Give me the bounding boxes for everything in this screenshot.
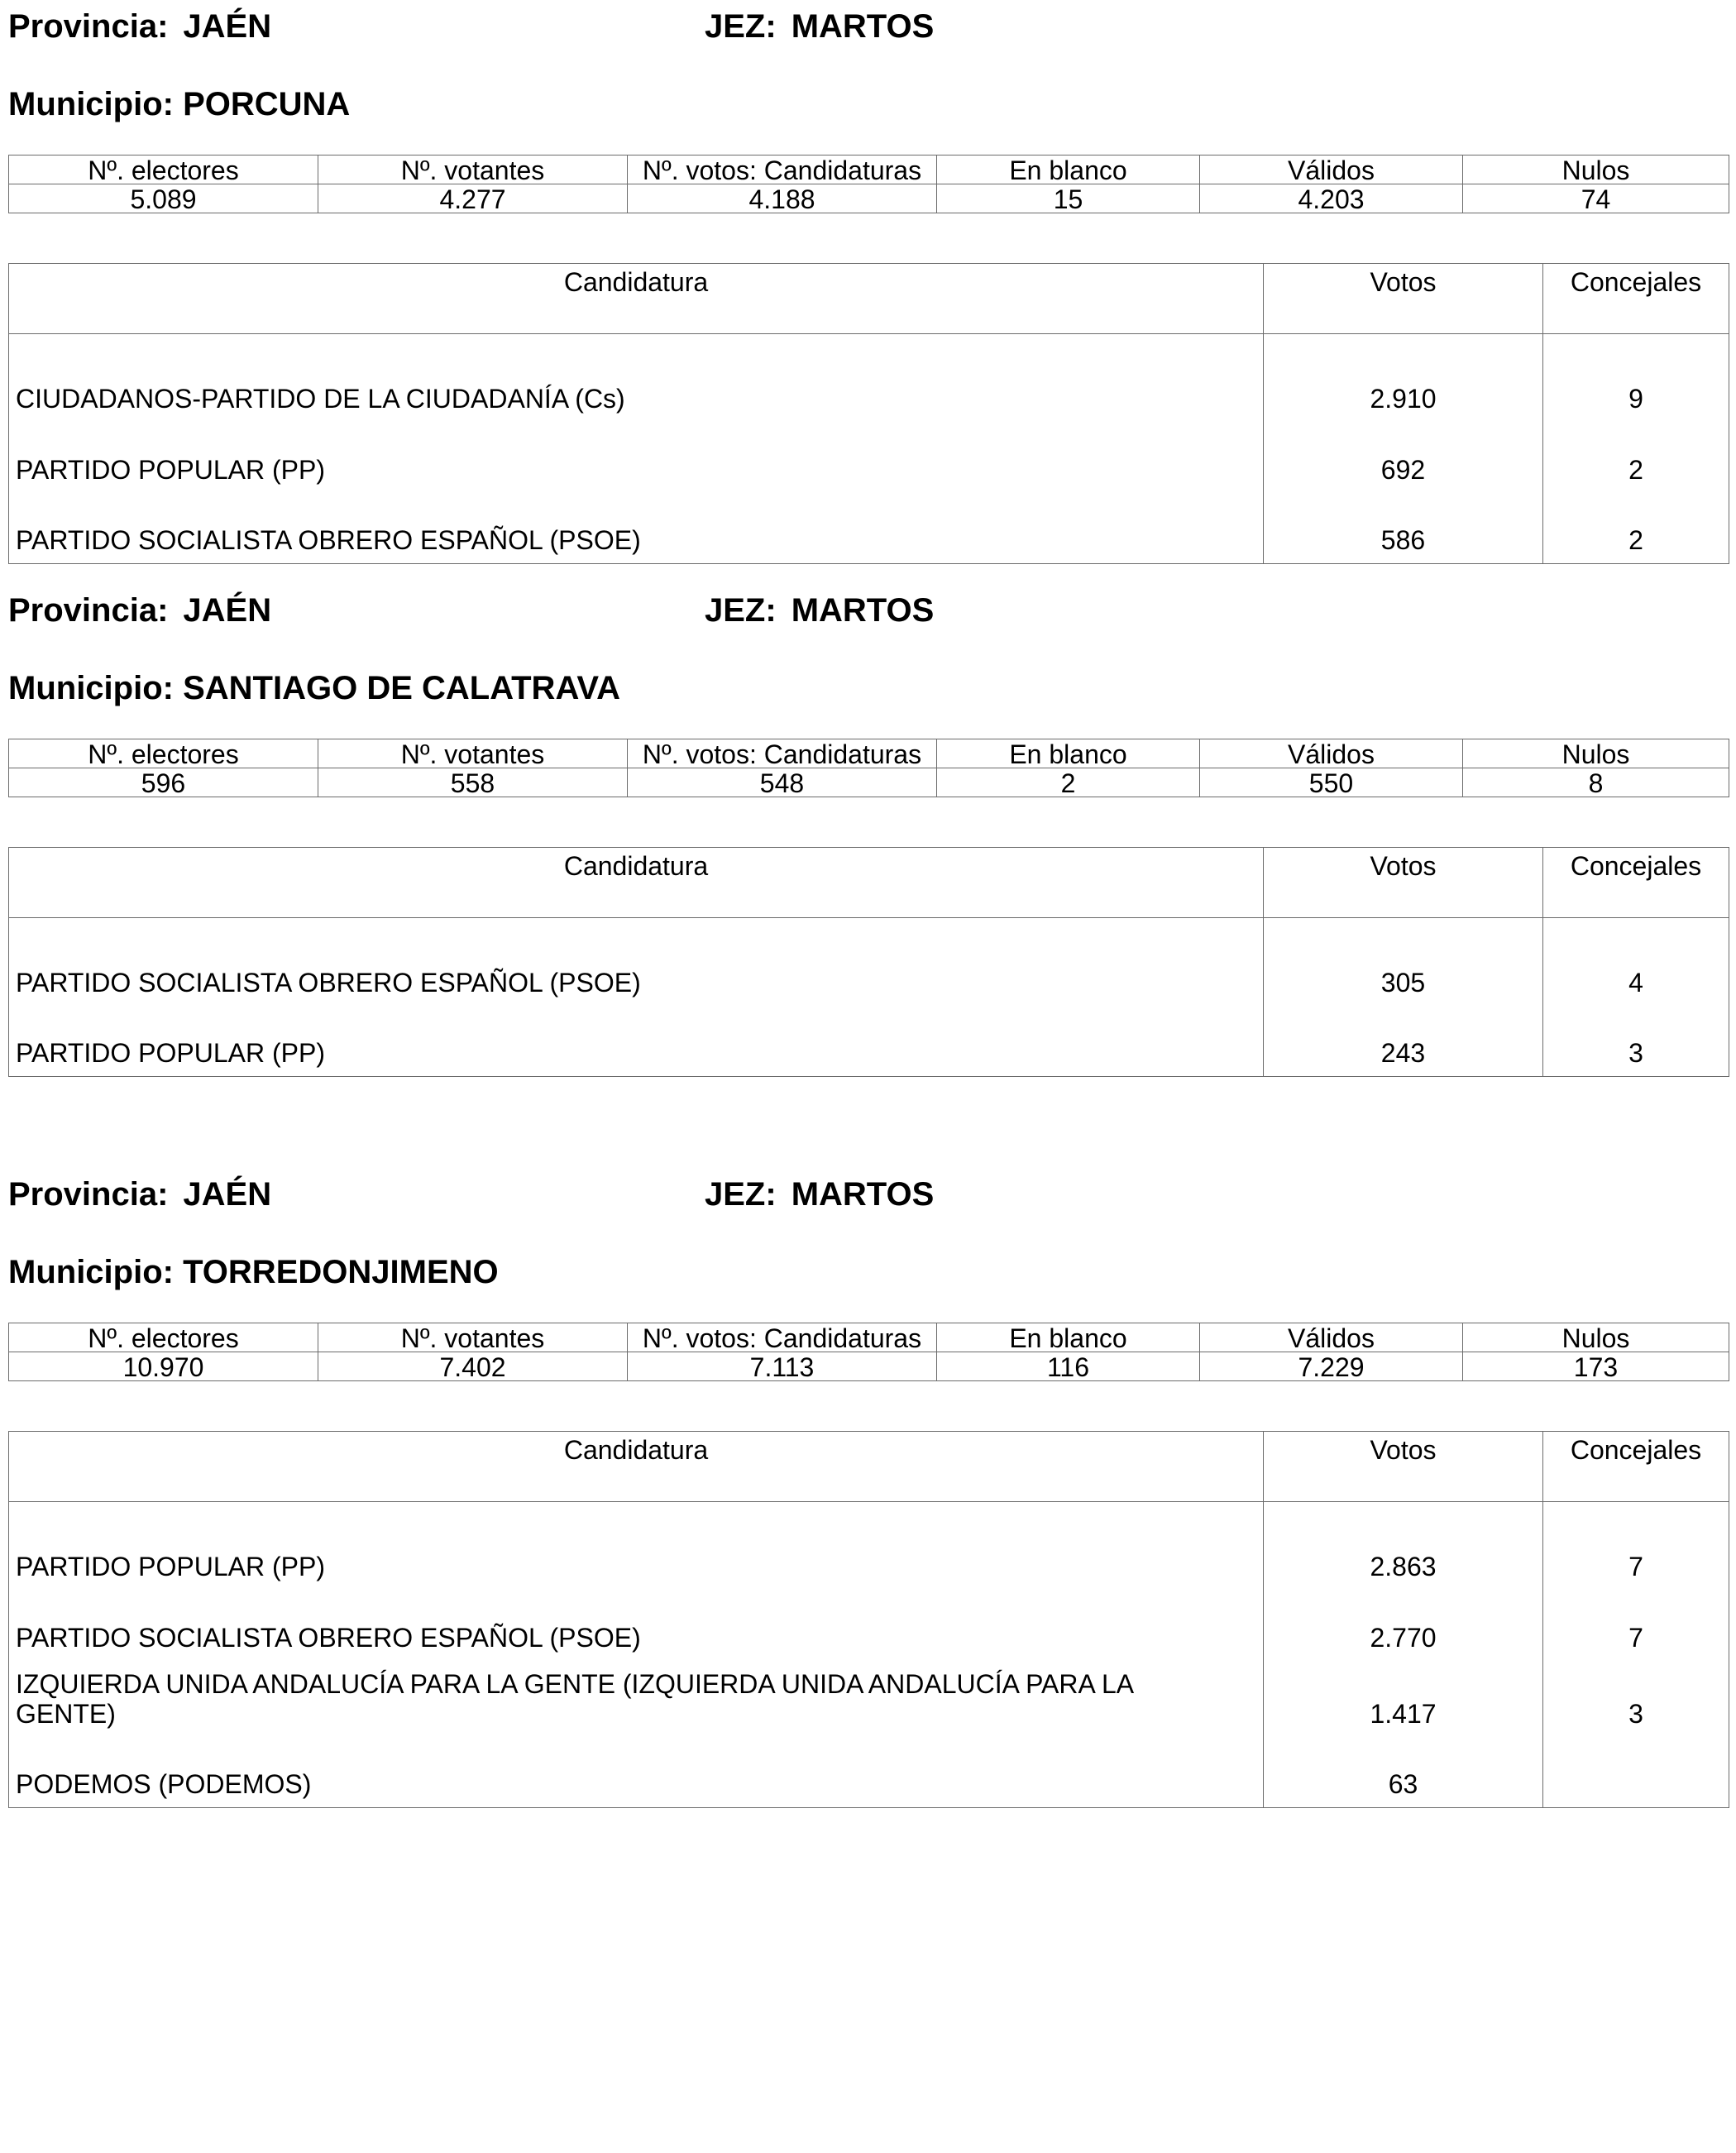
summary-header-cell: Nulos <box>1463 155 1729 184</box>
summary-header-cell: Nº. electores <box>9 155 318 184</box>
summary-header-cell: Nº. votos: Candidaturas <box>628 155 937 184</box>
candidate-row <box>9 1737 1729 1808</box>
candidate-name: PODEMOS (PODEMOS) <box>9 1737 1264 1808</box>
candidate-seats: 3 <box>1543 1006 1729 1077</box>
summary-table <box>8 739 1729 797</box>
candidate-seats: 3 <box>1543 1661 1729 1737</box>
candidates-header-row <box>9 264 1729 334</box>
candidate-row <box>9 1006 1729 1077</box>
candidate-votes: 692 <box>1264 422 1543 493</box>
candidate-name: IZQUIERDA UNIDA ANDALUCÍA PARA LA GENTE (IZQUIERDA UNIDA ANDALUCÍA PARA LA GENTE) <box>9 1661 1264 1737</box>
candidate-row <box>9 1590 1729 1661</box>
candidatura-header: Candidatura <box>9 848 1264 918</box>
candidate-name: PARTIDO POPULAR (PP) <box>9 1502 1264 1590</box>
candidate-seats: 2 <box>1543 493 1729 564</box>
municipio-heading: Municipio: SANTIAGO DE CALATRAVA <box>8 670 620 706</box>
summary-value-cell: 10.970 <box>9 1352 318 1381</box>
summary-value-cell: 173 <box>1463 1352 1729 1381</box>
candidate-name: CIUDADANOS-PARTIDO DE LA CIUDADANÍA (Cs) <box>9 334 1264 422</box>
candidate-seats: 4 <box>1543 918 1729 1006</box>
summary-value-row <box>9 768 1729 797</box>
provincia-heading: Provincia: JAÉN <box>8 592 272 629</box>
summary-header-cell: Nulos <box>1463 1323 1729 1352</box>
summary-header-cell: Válidos <box>1200 1323 1463 1352</box>
candidate-row <box>9 422 1729 493</box>
summary-header-cell: En blanco <box>937 155 1200 184</box>
candidate-row <box>9 334 1729 422</box>
summary-header-row <box>9 1323 1729 1352</box>
summary-value-cell: 116 <box>937 1352 1200 1381</box>
summary-value-cell: 5.089 <box>9 184 318 213</box>
candidate-row <box>9 493 1729 564</box>
summary-header-cell: En blanco <box>937 1323 1200 1352</box>
candidates-table <box>8 847 1729 1077</box>
candidates-header-row <box>9 848 1729 918</box>
summary-header-cell: Nº. electores <box>9 1323 318 1352</box>
summary-header-cell: Nº. votos: Candidaturas <box>628 739 937 768</box>
candidate-votes: 2.770 <box>1264 1590 1543 1661</box>
candidate-votes: 243 <box>1264 1006 1543 1077</box>
summary-header-cell: En blanco <box>937 739 1200 768</box>
summary-value-cell: 7.113 <box>628 1352 937 1381</box>
summary-value-cell: 8 <box>1463 768 1729 797</box>
summary-value-cell: 596 <box>9 768 318 797</box>
concejales-header: Concejales <box>1543 264 1729 334</box>
candidate-seats: 7 <box>1543 1590 1729 1661</box>
summary-value-cell: 7.229 <box>1200 1352 1463 1381</box>
summary-value-cell: 2 <box>937 768 1200 797</box>
summary-table <box>8 155 1729 213</box>
candidatura-header: Candidatura <box>9 264 1264 334</box>
summary-header-cell: Nº. votantes <box>318 1323 628 1352</box>
candidate-votes: 305 <box>1264 918 1543 1006</box>
municipality-section-santiago-de-calatrava <box>0 584 1736 1163</box>
summary-header-cell: Válidos <box>1200 155 1463 184</box>
summary-header-cell: Nº. electores <box>9 739 318 768</box>
provincia-heading: Provincia: JAÉN <box>8 1176 272 1213</box>
summary-value-cell: 74 <box>1463 184 1729 213</box>
summary-value-cell: 7.402 <box>318 1352 628 1381</box>
summary-value-row <box>9 184 1729 213</box>
candidate-seats: 9 <box>1543 334 1729 422</box>
jez-heading: JEZ: MARTOS <box>705 8 935 45</box>
candidate-votes: 63 <box>1264 1737 1543 1808</box>
summary-value-cell: 4.203 <box>1200 184 1463 213</box>
candidate-name: PARTIDO SOCIALISTA OBRERO ESPAÑOL (PSOE) <box>9 493 1264 564</box>
summary-header-row <box>9 739 1729 768</box>
summary-header-cell: Nº. votantes <box>318 739 628 768</box>
candidate-votes: 586 <box>1264 493 1543 564</box>
summary-value-cell: 548 <box>628 768 937 797</box>
provincia-heading: Provincia: JAÉN <box>8 8 272 45</box>
summary-value-cell: 550 <box>1200 768 1463 797</box>
candidate-name: PARTIDO POPULAR (PP) <box>9 1006 1264 1077</box>
candidate-name: PARTIDO POPULAR (PP) <box>9 422 1264 493</box>
summary-value-cell: 558 <box>318 768 628 797</box>
summary-value-cell: 4.188 <box>628 184 937 213</box>
concejales-header: Concejales <box>1543 848 1729 918</box>
candidate-votes: 1.417 <box>1264 1661 1543 1737</box>
summary-table <box>8 1323 1729 1381</box>
candidate-seats: 7 <box>1543 1502 1729 1590</box>
candidates-header-row <box>9 1432 1729 1502</box>
candidate-seats: 2 <box>1543 422 1729 493</box>
summary-header-cell: Nulos <box>1463 739 1729 768</box>
summary-value-cell: 15 <box>937 184 1200 213</box>
summary-header-row <box>9 155 1729 184</box>
candidates-table <box>8 263 1729 564</box>
votos-header: Votos <box>1264 848 1543 918</box>
summary-value-cell: 4.277 <box>318 184 628 213</box>
summary-value-row <box>9 1352 1729 1381</box>
concejales-header: Concejales <box>1543 1432 1729 1502</box>
candidate-name: PARTIDO SOCIALISTA OBRERO ESPAÑOL (PSOE) <box>9 1590 1264 1661</box>
candidate-row <box>9 1661 1729 1737</box>
votos-header: Votos <box>1264 1432 1543 1502</box>
jez-heading: JEZ: MARTOS <box>705 1176 935 1213</box>
candidate-name: PARTIDO SOCIALISTA OBRERO ESPAÑOL (PSOE) <box>9 918 1264 1006</box>
summary-header-cell: Nº. votos: Candidaturas <box>628 1323 937 1352</box>
candidate-row <box>9 918 1729 1006</box>
candidatura-header: Candidatura <box>9 1432 1264 1502</box>
candidate-seats <box>1543 1737 1729 1808</box>
municipality-section-torredonjimeno <box>0 1168 1736 1912</box>
municipio-heading: Municipio: PORCUNA <box>8 86 351 122</box>
summary-header-cell: Nº. votantes <box>318 155 628 184</box>
candidates-table <box>8 1431 1729 1808</box>
candidate-votes: 2.910 <box>1264 334 1543 422</box>
jez-heading: JEZ: MARTOS <box>705 592 935 629</box>
candidate-row <box>9 1502 1729 1590</box>
municipality-section-porcuna <box>0 0 1736 579</box>
votos-header: Votos <box>1264 264 1543 334</box>
summary-header-cell: Válidos <box>1200 739 1463 768</box>
municipio-heading: Municipio: TORREDONJIMENO <box>8 1254 499 1290</box>
candidate-votes: 2.863 <box>1264 1502 1543 1590</box>
